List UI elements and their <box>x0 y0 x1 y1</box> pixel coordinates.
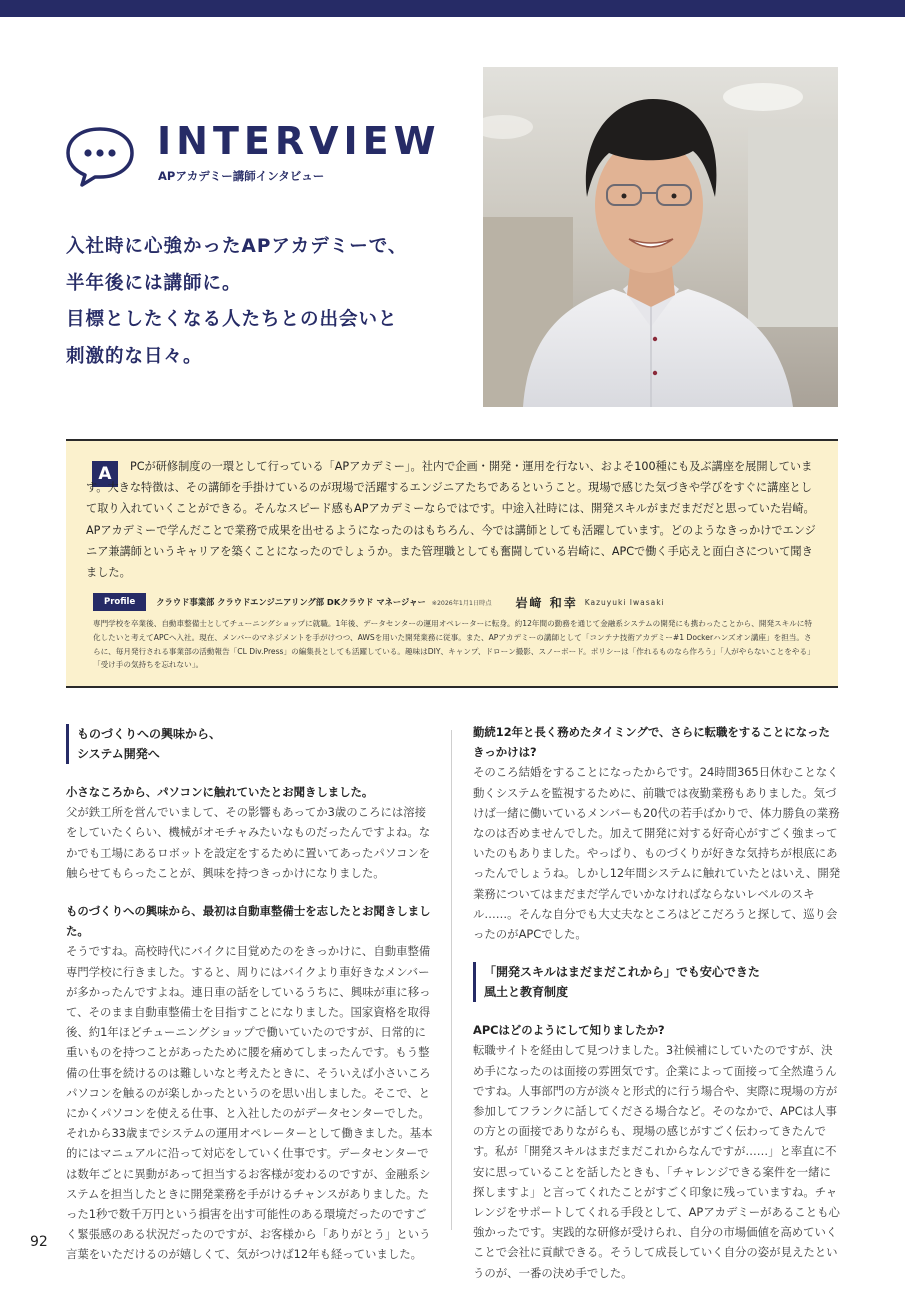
section-heading <box>66 724 434 764</box>
profile-department: クラウド事業部 クラウドエンジニアリング部 DKクラウド マネージャー <box>156 597 426 607</box>
profile-badge: Profile <box>93 593 146 611</box>
question: 勤続12年と長く務めたタイミングで、さらに転職をすることになったきっかけは? <box>473 725 830 760</box>
profile-text: 専門学校を卒業後、自動車整備士としてチューニングショップに就職。1年後、データセンターの運用オペレーターに転身。約12年間の勤務を通じて金融系システムの開発にも携わったことから、開発スキルに特化したいと考えてAPCへ入社。現在、メンバーのマネジメントを手がけつつ、AWSを用いた開発業務に従事。また、APアカデミーの講師として「コンテナ技術アカデミー#1 Dockerハンズオン講座」を担当。さらに、毎月発行される事業部の活動報告「CL Div.Press」の編集長としても活躍している。趣味はDIY、キャンプ、ドローン撮影、スノーボード。ポリシーは「作れるものなら作ろう」「人がやらないことをやる」「受け手の気持ちを忘れない」。 <box>93 619 812 670</box>
page-subtitle: APアカデミー講師インタビュー <box>158 169 325 183</box>
section-heading-line: システム開発へ <box>77 747 160 761</box>
intro-box <box>66 439 838 688</box>
top-accent-bar <box>0 0 905 17</box>
headline <box>66 229 466 375</box>
section-heading <box>473 962 841 1002</box>
right-column <box>473 722 841 1301</box>
answer: 転職サイトを経由して見つけました。3社候補にしていたのですが、決め手になったのは面接の雰囲気です。企業によって面接って全然違うんですね。人事部門の方が淡々と形式的に行う場合や、実際に現場の方が参加してフランクに話してくださる場合など。そのなかで、APCは人事の方との面接でありながらも、現場の感じがすごく伝わってきたんです。私が「開発スキルはまだまだこれからなんですが……」と率直に不安に思っていることを話したときも、「チャレンジできる案件を一緒に探しますよ」と言ってくれたことがすごく印象に残っていますね。チャレンジをサポートしてくれる手段として、APアカデミーがあることも心強かったです。実践的な研修が受けられ、自分の市場価値を高めていくことで会社に貢献できる。そうして成長していく自分の姿が見えたというのが、一番の決め手でした。 <box>473 1043 840 1280</box>
page-title: INTERVIEW <box>157 119 441 163</box>
profile-name: 岩﨑 和幸 <box>515 595 578 610</box>
answer: そのころ結婚をすることになったからです。24時間365日休むことなく動くシステムを監視するために、前職では夜勤業務もありました。気づけば一緒に働いているメンバーも20代の若手ばかりで、体力勝負の業務なのは否めませんでした。加えて開発に対する好奇心がすごく強まっていたのもありました。やっぱり、ものづくりが好きな気持ちが根底にあったんでしょうね。しかし12年間システムに触れていたとはいえ、開発業務についてはまだまだ学んでいかなければならないレベルのスキル……。そんな自分でも大丈夫なところはどこだろうと探して、巡り会ったのがAPCでした。 <box>473 765 841 942</box>
left-column <box>66 722 434 1283</box>
section-heading-line: 風土と教育制度 <box>484 985 569 1000</box>
headline-line: 半年後には講師に。 <box>66 272 242 294</box>
answer: そうですね。高校時代にバイクに目覚めたのをきっかけに、自動車整備専門学校に行きました。すると、周りにはバイクより車好きなメンバーが多かったんですよね。連日車の話をしているうちに、興味が車に移って、そのまま自動車整備士を目指すことになりました。国家資格を取得後、約1年ほどチューニングショップで働いていたのですが、日常的に重いものを持つことがあったために腰を痛めてしまったんです。もう整備の仕事を続けるのは難しいなと考えたときに、そういえば小さいころパソコンを触るのが楽しかったというのを思い出しました。そこで、とにかくパソコンを使える仕事、と入社したのがデータセンターでした。それから33歳までシステムの運用オペレーターとして働きました。基本的にはマニュアルに沿って対応をしていく仕事です。データセンターでは数年ごとに異動があって担当するお客様が変わるのですが、金融系システムを担当したときに開発業務を手がけるチャンスがありました。たった1秒で数千万円という損害を出す可能性のある環境だったのですごく緊張感のある状況だったのですが、お客様から「ありがとう」という言葉をいただけるのが嬉しくて、気がつけば12年も経っていました。 <box>66 944 433 1262</box>
section-heading-line: ものづくりへの興味から、 <box>77 727 222 741</box>
headline-line: 刺激的な日々。 <box>66 345 203 367</box>
profile-date: ※2026年1月1日時点 <box>431 599 492 607</box>
page-number: 92 <box>30 1234 48 1250</box>
speech-bubble-icon <box>64 125 136 187</box>
column-divider <box>451 730 452 1230</box>
headline-line: 入社時に心強かったAPアカデミーで、 <box>66 236 408 257</box>
question: ものづくりへの興味から、最初は自動車整備士を志したとお聞きしました。 <box>66 904 431 939</box>
profile-name-roman: Kazuyuki Iwasaki <box>584 597 665 607</box>
answer: 父が鉄工所を営んでいまして、その影響もあってか3歳のころには溶接をしていたくらい、機械がオモチャみたいなものだったんですよね。なかでも工場にあるロボットを設定をするために置いてあったパソコンを触らせてもらったことが、興味を持つきっかけになりました。 <box>66 805 431 880</box>
question: 小さなころから、パソコンに触れていたとお聞きしました。 <box>66 785 374 799</box>
answer-badge: A <box>92 461 118 487</box>
portrait-photo <box>483 67 838 407</box>
headline-line: 目標としたくなる人たちとの出会いと <box>66 309 398 330</box>
profile-row <box>93 592 813 612</box>
question: APCはどのようにして知りましたか? <box>473 1023 665 1038</box>
intro-text: PCが研修制度の一環として行っている「APアカデミー」。社内で企画・開発・運用を行ない、およそ100種にも及ぶ講座を展開しています。大きな特徴は、その講師を手掛けているのが現場で活躍するエンジニアたちであるということ。現場で感じた気づきや学びをすぐに講座として取り入れていくことができる。そんなスピード感もAPアカデミーならではです。中途入社時には、開発スキルがまだまだだと思っていた岩崎。APアカデミーで学んだことで業務で成果を出せるようになったのはもちろん、今では講師としても活躍しています。どのようなきっかけでエンジニア兼講師というキャリアを築くことになったのでしょうか。また管理職としても奮闘している岩崎に、APCで働く手応えと面白さについて聞きました。 <box>86 460 816 580</box>
section-heading-line: 「開発スキルはまだまだこれから」でも安心できた <box>484 965 760 980</box>
